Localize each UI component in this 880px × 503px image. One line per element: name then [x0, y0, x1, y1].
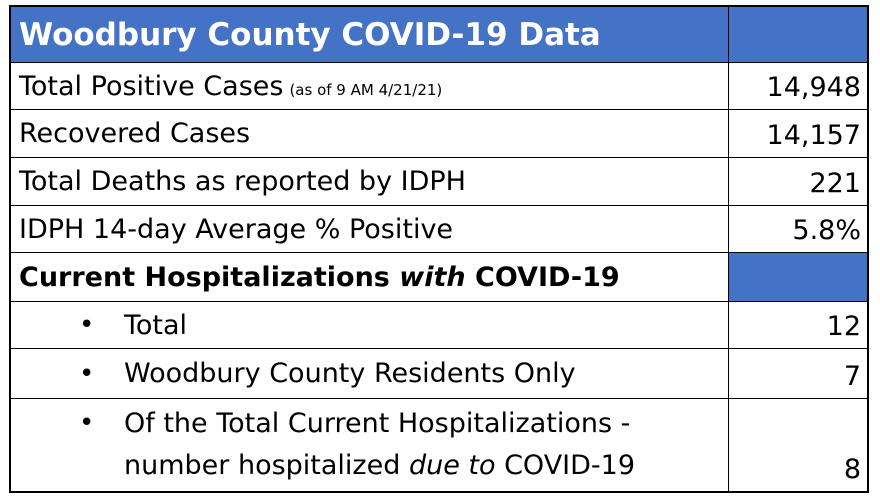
recovered-value: 14,157: [766, 120, 861, 151]
bullet-marker: •: [79, 310, 95, 340]
total-positive-note: (as of 9 AM 4/21/21): [289, 80, 443, 99]
row-hospitalizations-heading: [11, 252, 867, 301]
row-total-positive: [11, 62, 867, 109]
positivity-value: 5.8%: [792, 215, 861, 246]
heading-shaded-cell: [729, 253, 867, 301]
hosp-due-to-value: 8: [843, 454, 861, 485]
positivity-label: IDPH 14-day Average % Positive: [19, 213, 454, 245]
hosp-total-value: 12: [826, 311, 861, 342]
title-empty-cell: [729, 7, 867, 62]
hospitalizations-heading: Current Hospitalizations with COVID-19: [19, 261, 620, 293]
hosp-due-to-line1: Of the Total Current Hospitalizations -: [124, 408, 631, 439]
total-positive-value: 14,948: [766, 72, 861, 103]
table-title-row: [11, 7, 867, 62]
bullet-marker: •: [79, 358, 95, 389]
table-title: Woodbury County COVID-19 Data: [19, 16, 601, 53]
covid-data-table: [9, 5, 869, 493]
deaths-label: Total Deaths as reported by IDPH: [19, 166, 466, 197]
bullet-marker: •: [79, 408, 95, 438]
hosp-due-to-line2: number hospitalized due to COVID-19: [124, 450, 636, 481]
row-deaths: [11, 157, 867, 205]
recovered-label: Recovered Cases: [19, 118, 251, 149]
row-hosp-residents: [11, 348, 867, 398]
row-recovered: [11, 109, 867, 157]
row-positivity: [11, 205, 867, 252]
total-positive-label: Total Positive Cases (as of 9 AM 4/21/21): [19, 70, 443, 102]
row-hosp-total: [11, 301, 867, 348]
hosp-total-label: Total: [124, 309, 188, 341]
row-hosp-due-to: [11, 398, 867, 491]
hosp-residents-label: Woodbury County Residents Only: [124, 358, 576, 389]
deaths-value: 221: [809, 168, 861, 199]
hosp-residents-value: 7: [843, 361, 861, 392]
